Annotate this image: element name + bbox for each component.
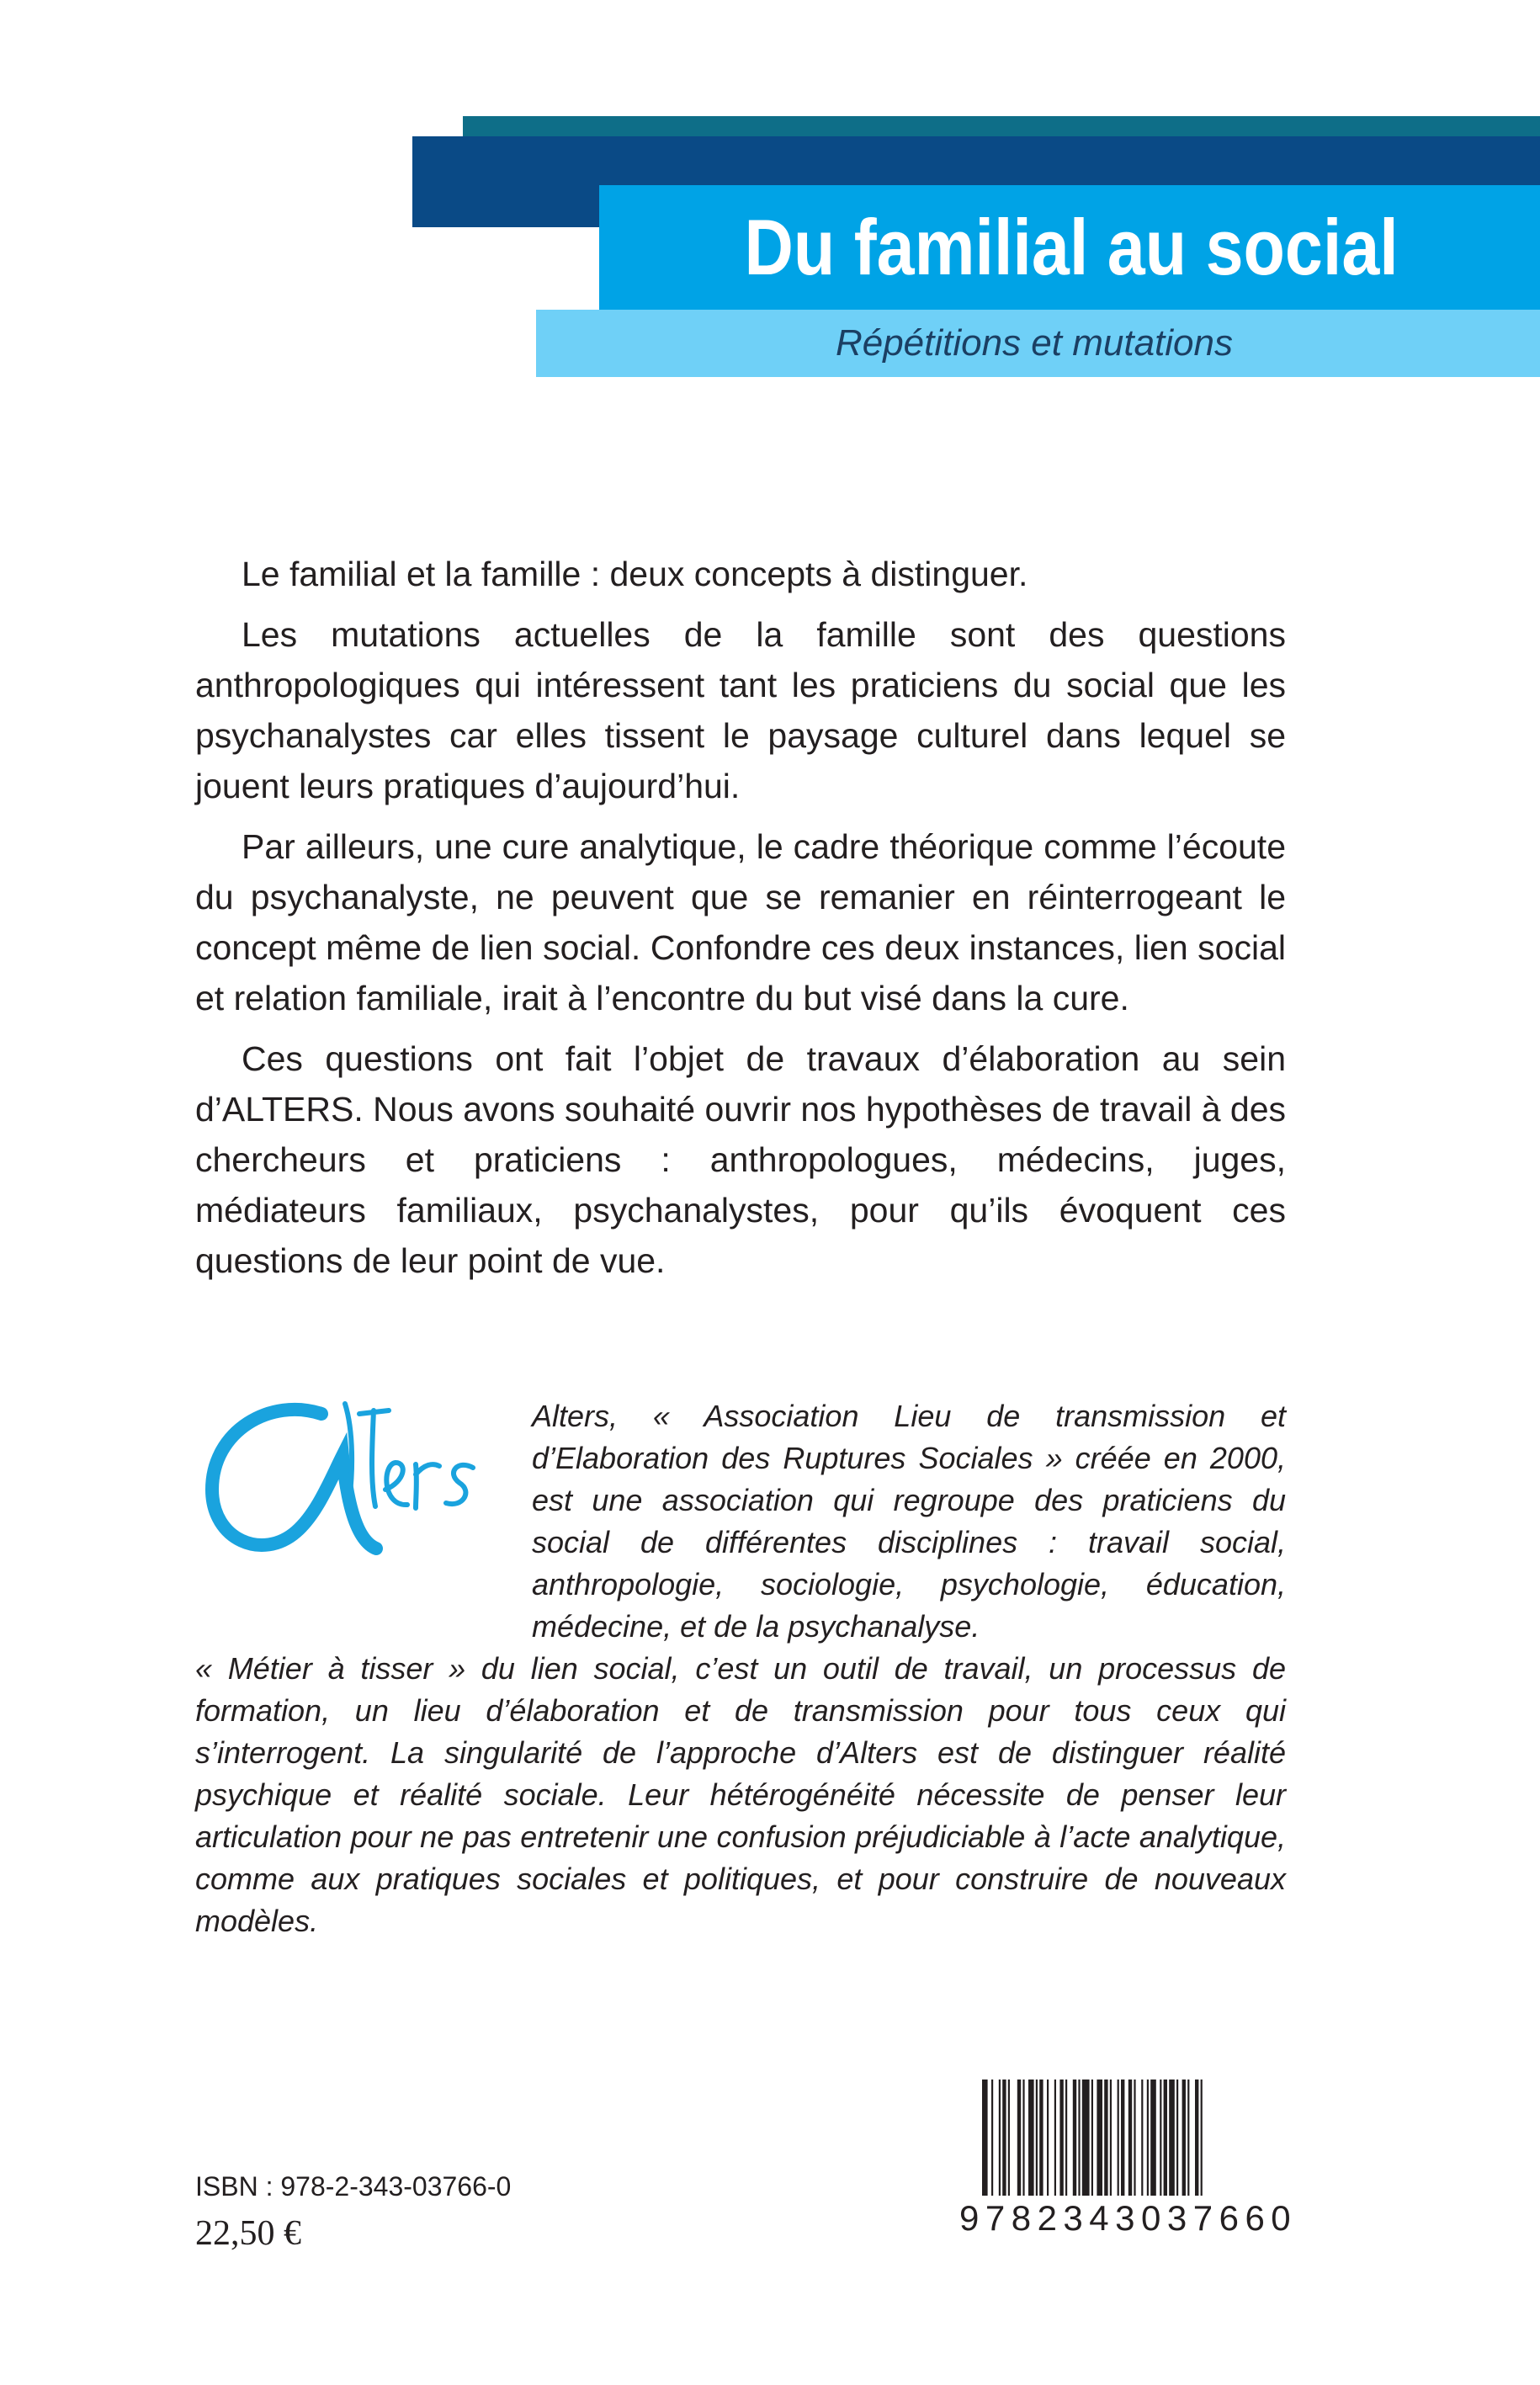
barcode-bar (1147, 2080, 1149, 2196)
summary-paragraph-3: Par ailleurs, une cure analytique, le cadre théorique comme l’écoute du psychanalyste, ne peuvent que se remanier en réinterrogeant le concept même de lien social. Confondre ces deux instances, lien social et relation familiale, irait à l’encontre du but visé dans la cure. (195, 827, 1286, 1017)
barcode-bar (1141, 2080, 1143, 2196)
back-cover-summary (195, 549, 1286, 1296)
barcode-bar (1028, 2080, 1034, 2196)
barcode-bar (1002, 2080, 1006, 2196)
barcode-bar (1121, 2080, 1124, 2196)
barcode-bar (1065, 2080, 1067, 2196)
barcode-bar (1164, 2080, 1167, 2196)
barcode-bar (991, 2080, 993, 2196)
barcode-bar (1169, 2080, 1175, 2196)
barcode-bar (1047, 2080, 1049, 2196)
barcode-bar (1097, 2080, 1102, 2196)
barcode-bar (1160, 2080, 1161, 2196)
summary-paragraph-4: Ces questions ont fait l’objet de travaux d’élaboration au sein d’ALTERS. Nous avons souhaité ouvrir nos hypothèses de travail à des chercheurs et praticiens : anthropologues, médecins, juges, médiateurs familiaux, psychanalystes, pour qu’ils évoquent ces questions de leur point de vue. (195, 1039, 1287, 1280)
barcode-bar (1150, 2080, 1156, 2196)
barcode-bar (1008, 2080, 1010, 2196)
isbn: ISBN : 978-2-343-03766-0 (195, 2171, 512, 2202)
barcode-bar (1039, 2080, 1043, 2196)
barcode-bar (982, 2080, 988, 2196)
barcode-bar (1078, 2080, 1080, 2196)
barcode-bar (1059, 2080, 1063, 2196)
barcode-digits: 9782343037660 (959, 2198, 1298, 2238)
price: 22,50 € (195, 2214, 301, 2253)
book-subtitle: Répétitions et mutations (835, 322, 1233, 364)
barcode-bar (1022, 2080, 1024, 2196)
barcode-bar (1054, 2080, 1056, 2196)
barcode-bar (1201, 2080, 1203, 2196)
barcode-bar (1036, 2080, 1038, 2196)
barcode-bar (1176, 2080, 1178, 2196)
barcode-bar (1134, 2080, 1135, 2196)
barcode-bar (1082, 2080, 1090, 2196)
title-banner (599, 185, 1540, 310)
barcode-bar (1104, 2080, 1107, 2196)
alters-intro: Alters, « Association Lieu de transmission et d’Elaboration des Ruptures Sociales » créée en 2000, est une association qui regroupe des praticiens du social de différentes disciplines : travail social, anthropologie, sociologie, psychologie, éducation, médecine, et de la psychanalyse. (532, 1399, 1286, 1644)
barcode-bar (1182, 2080, 1186, 2196)
barcode-bar (1017, 2080, 1021, 2196)
barcode-bar (1091, 2080, 1093, 2196)
summary-paragraph-2: Les mutations actuelles de la famille sont des questions anthropologiques qui intéressent tant les praticiens du social que les psychanalystes car elles tissent le paysage culturel dans lequel se jouent leurs pratiques d’aujourd’hui. (195, 615, 1286, 805)
barcode-bar (1073, 2080, 1076, 2196)
summary-paragraph-1: Le familial et la famille : deux concepts à distinguer. (242, 555, 1028, 593)
book-title: Du familial au social (744, 203, 1399, 291)
subtitle-banner (536, 310, 1540, 377)
alters-details: « Métier à tisser » du lien social, c’est un outil de travail, un processus de formation, un lieu d’élaboration et de transmission pour tous ceux qui s’interrogent. La singularité de l’approche d’Alters est de distinguer réalité psychique et réalité sociale. Leur hétérogénéité nécessite de penser leur articulation pour ne pas entretenir une confusion préjudiciable à l’acte analytique, comme aux pratiques sociales et politiques, et pour construire de nouveaux modèles. (195, 1651, 1286, 1938)
alters-description (195, 1395, 1286, 1942)
barcode-bar (999, 2080, 1001, 2196)
barcode-bars (979, 2080, 1304, 2196)
barcode-bar (1110, 2080, 1112, 2196)
barcode-bar (1128, 2080, 1132, 2196)
barcode-bar (1118, 2080, 1119, 2196)
barcode-bar (1195, 2080, 1198, 2196)
barcode-bar (1187, 2080, 1189, 2196)
